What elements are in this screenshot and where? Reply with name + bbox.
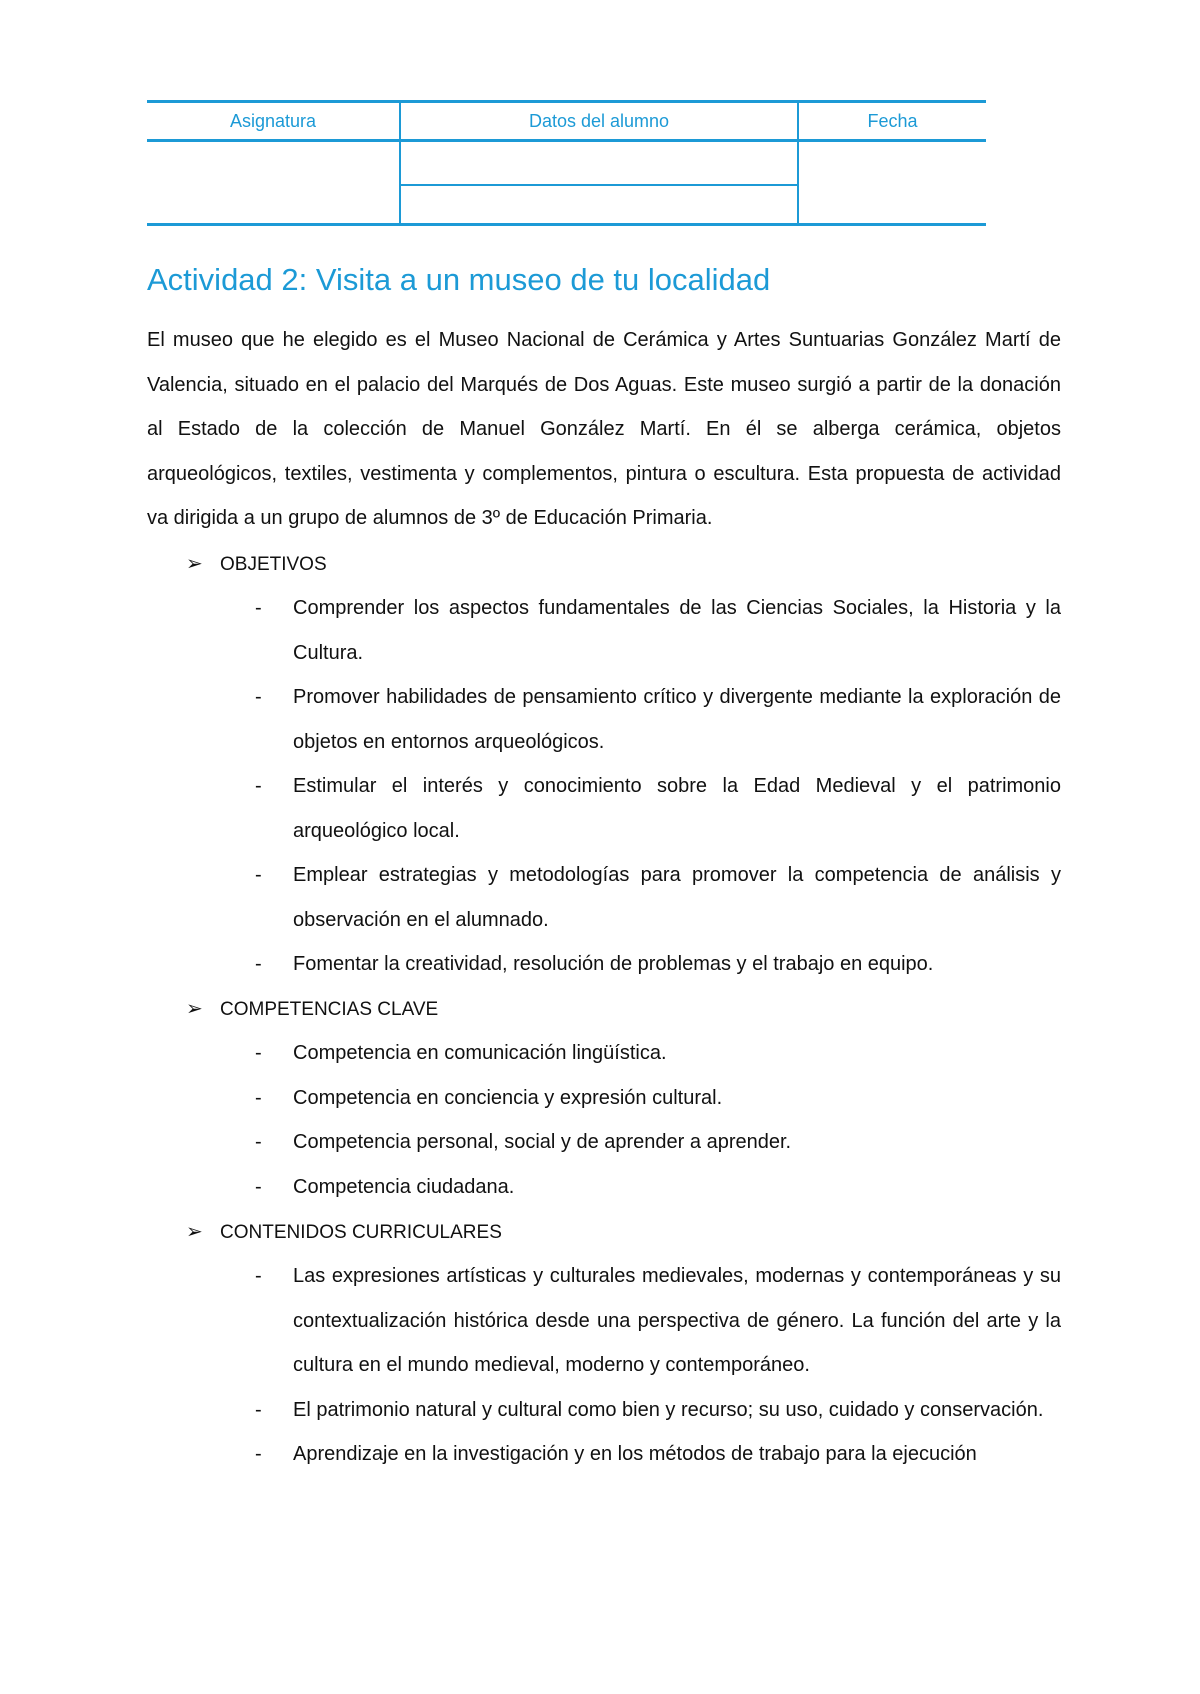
header-datos-alumno: Datos del alumno <box>528 111 670 131</box>
list-item-text: Las expresiones artísticas y culturales medievales, modernas y contemporáneas y su contextualización histórica desde una perspectiva de género. La función del arte y la cultura en el mundo medieval, moderno y contemporáneo. <box>293 1265 1061 1376</box>
section-heading-label: COMPETENCIAS CLAVE <box>220 999 439 1020</box>
list-item <box>255 853 1061 942</box>
list-item-text: Competencia ciudadana. <box>293 1175 515 1198</box>
section-heading-label: OBJETIVOS <box>220 554 327 575</box>
list-item <box>255 1432 1061 1477</box>
competencias-list <box>255 1031 1061 1209</box>
dash-bullet: - <box>255 1265 262 1287</box>
list-item-text: Fomentar la creatividad, resolución de problemas y el trabajo en equipo. <box>293 953 934 975</box>
header-table <box>147 100 986 228</box>
contenidos-list <box>255 1254 1061 1477</box>
list-item-text: Competencia personal, social y de aprender a aprender. <box>293 1131 792 1153</box>
table-rule <box>147 139 986 142</box>
dash-bullet: - <box>255 1443 262 1465</box>
table-rule <box>147 223 986 226</box>
list-item <box>255 1165 1061 1210</box>
list-item-text: Emplear estrategias y metodologías para promover la competencia de análisis y observación en el alumnado. <box>293 864 1061 931</box>
list-item-text: El patrimonio natural y cultural como bien y recurso; su uso, cuidado y conservación. <box>293 1398 1044 1421</box>
list-item-text: Estimular el interés y conocimiento sobre la Edad Medieval y el patrimonio arqueológico local. <box>293 775 1061 842</box>
list-item <box>255 1076 1061 1121</box>
dash-bullet: - <box>255 953 262 975</box>
dash-bullet: - <box>255 1086 262 1109</box>
arrow-bullet-icon: ➢ <box>186 1221 203 1243</box>
list-item-text: Competencia en conciencia y expresión cultural. <box>293 1086 723 1109</box>
list-item-text: Promover habilidades de pensamiento crítico y divergente mediante la exploración de objetos en entornos arqueológicos. <box>293 686 1061 753</box>
list-item <box>255 1031 1061 1076</box>
dash-bullet: - <box>255 597 262 619</box>
arrow-bullet-icon: ➢ <box>186 553 203 575</box>
section-heading-contenidos <box>186 1217 502 1247</box>
list-item-text: Aprendizaje en la investigación y en los métodos de trabajo para la ejecución <box>293 1443 977 1465</box>
dash-bullet: - <box>255 1131 262 1153</box>
list-item <box>255 1388 1061 1433</box>
section-heading-competencias <box>186 994 438 1024</box>
dash-bullet: - <box>255 864 262 886</box>
list-item-text: Competencia en comunicación lingüística. <box>293 1042 667 1064</box>
table-rule <box>400 184 798 186</box>
list-item <box>255 942 1061 987</box>
dash-bullet: - <box>255 1175 262 1198</box>
objetivos-list <box>255 586 1061 987</box>
list-item <box>255 586 1061 675</box>
header-fecha: Fecha <box>867 111 918 131</box>
arrow-bullet-icon: ➢ <box>186 998 203 1020</box>
section-heading-label: CONTENIDOS CURRICULARES <box>220 1222 502 1243</box>
header-asignatura: Asignatura <box>229 111 317 131</box>
dash-bullet: - <box>255 1398 262 1421</box>
section-heading-objetivos <box>186 549 327 579</box>
page-title: Actividad 2: Visita a un museo de tu localidad <box>147 262 771 297</box>
list-item <box>255 1254 1061 1388</box>
intro-paragraph: El museo que he elegido es el Museo Nacional de Cerámica y Artes Suntuarias González Martí de Valencia, situado en el palacio del Marqués de Dos Aguas. Este museo surgió a partir de la donación al Estado de la colección de Manuel González Martí. En él se alberga cerámica, objetos arqueológicos, textiles, vestimenta y complementos, pintura o escultura. Esta propuesta de actividad va dirigida a un grupo de alumnos de 3º de Educación Primaria. <box>147 329 1061 529</box>
dash-bullet: - <box>255 775 262 797</box>
list-item <box>255 675 1061 764</box>
list-item-text: Comprender los aspectos fundamentales de las Ciencias Sociales, la Historia y la Cultura. <box>293 597 1061 664</box>
list-item <box>255 764 1061 853</box>
dash-bullet: - <box>255 686 262 708</box>
dash-bullet: - <box>255 1042 262 1064</box>
list-item <box>255 1120 1061 1165</box>
